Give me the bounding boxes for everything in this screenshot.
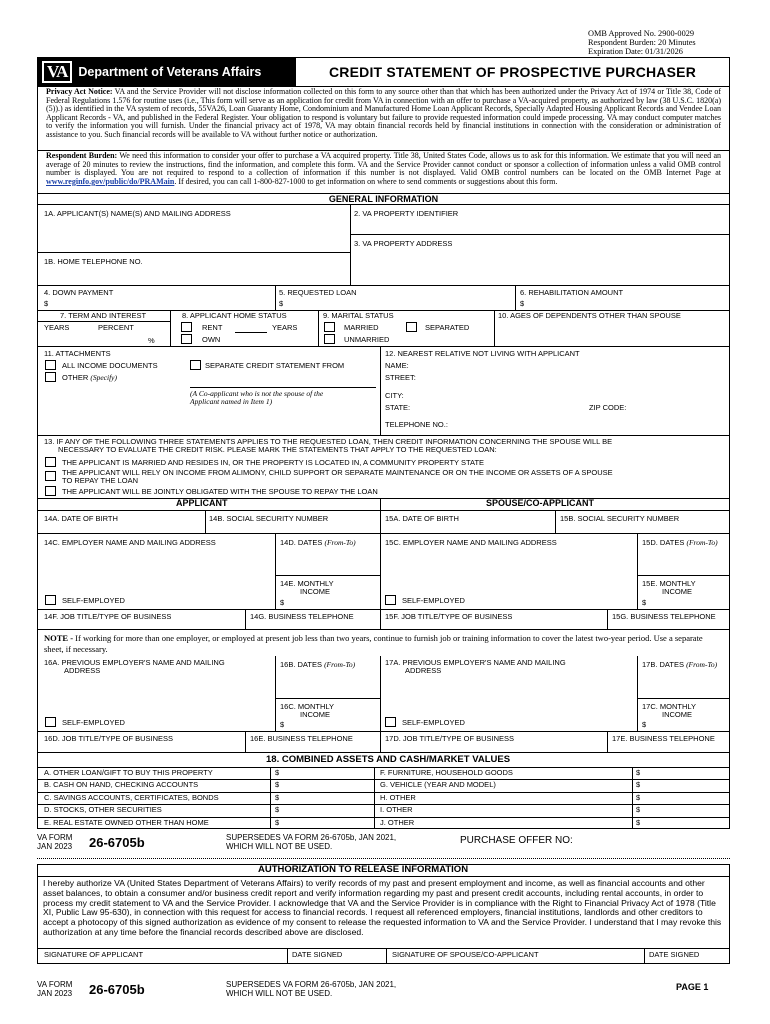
relative-street-field[interactable]: STREET: — [385, 373, 416, 382]
spouse-dob-field[interactable]: 15A. DATE OF BIRTH — [385, 514, 459, 523]
spouse-prev-employer-label-1[interactable]: 17A. PREVIOUS EMPLOYER'S NAME AND MAILING — [385, 658, 566, 667]
other-attachment-label: OTHER (Specify) — [62, 373, 117, 382]
privacy-act-notice — [37, 87, 730, 151]
asset-row-divider — [37, 792, 730, 793]
omb-info — [588, 29, 738, 56]
page-number: PAGE 1 — [676, 982, 709, 992]
coapplicant-note-1: (A Co-applicant who is not the spouse of the — [190, 389, 324, 398]
burden-label: Respondent Burden: — [46, 151, 118, 160]
marital-status-label: 9. MARITAL STATUS — [323, 311, 394, 320]
applicant-signature-field[interactable]: SIGNATURE OF APPLICANT — [44, 950, 144, 959]
spouse-employer-field[interactable]: 15C. EMPLOYER NAME AND MAILING ADDRESS — [385, 538, 557, 547]
asset-row-divider — [37, 804, 730, 805]
home-status-label: 8. APPLICANT HOME STATUS — [182, 311, 287, 320]
own-checkbox[interactable] — [181, 334, 192, 344]
rent-label: RENT — [202, 323, 223, 332]
asset-label-left: D. STOCKS, OTHER SECURITIES — [44, 805, 162, 815]
rent-checkbox[interactable] — [181, 322, 192, 332]
rely-income-label-2: TO REPAY THE LOAN — [62, 476, 138, 485]
applicant-employer-field[interactable]: 14C. EMPLOYER NAME AND MAILING ADDRESS — [44, 538, 216, 547]
asset-value-right[interactable]: $ — [636, 792, 641, 802]
applicant-job-title-field[interactable]: 14F. JOB TITLE/TYPE OF BUSINESS — [44, 612, 172, 621]
spouse-dates-field[interactable]: 15D. DATES (From-To) — [642, 538, 718, 547]
prev-employer-label-1[interactable]: 16A. PREVIOUS EMPLOYER'S NAME AND MAILING — [44, 658, 225, 667]
employment-note: NOTE - If working for more than one employer, or employed at present job less than two years, continue to furnish job or training information to cover the latest two-year period. Use a separate sheet, if necessary. — [44, 633, 703, 654]
spouse-prev-income-dollar[interactable]: $ — [642, 720, 647, 729]
assets-heading: 18. COMBINED ASSETS AND CASH/MARKET VALUES — [266, 754, 511, 765]
years-field[interactable]: YEARS — [44, 323, 70, 332]
asset-label-right: G. VEHICLE (YEAR AND MODEL) — [380, 780, 496, 790]
rent-years-label: YEARS — [272, 323, 298, 332]
unmarried-checkbox[interactable] — [324, 334, 335, 344]
own-label: OWN — [202, 335, 221, 344]
supersedes-2: WHICH WILL NOT BE USED. — [226, 842, 333, 851]
percent-field[interactable]: PERCENT — [98, 323, 134, 332]
va-seal-icon: VA — [42, 61, 72, 83]
spouse-signature-field[interactable]: SIGNATURE OF SPOUSE/CO-APPLICANT — [392, 950, 539, 959]
spouse-job-title-field[interactable]: 15F. JOB TITLE/TYPE OF BUSINESS — [385, 612, 513, 621]
form-date: JAN 2023 — [37, 842, 73, 851]
general-info-heading: GENERAL INFORMATION — [37, 194, 730, 205]
prev-employer-label-2: ADDRESS — [64, 666, 101, 675]
form-header — [37, 57, 730, 87]
prev-income-label: INCOME — [300, 710, 330, 719]
spouse-income-label: INCOME — [662, 587, 692, 596]
va-form-label: VA FORM — [37, 833, 73, 842]
applicant-dates-field[interactable]: 14D. DATES (From-To) — [280, 538, 356, 547]
spouse-heading: SPOUSE/CO-APPLICANT — [486, 498, 595, 508]
attachments-label: 11. ATTACHMENTS — [44, 349, 111, 358]
burden-text: We need this information to consider your offer to purchase a VA acquired property. Title 38, United States Code, allows us to ask for this information. We estimate that you will need an average of 20 minutes to review the instructions, find the information, and complete this form. VA and the Service Provider cannot conduct or sponsor a collection of information unless a valid OMB control number is displayed. You are not required to respond to a collection of information if this number is not displayed. Valid OMB control numbers can be located on the OMB Internet Page at — [46, 151, 721, 178]
omb-burden: Respondent Burden: 20 Minutes — [588, 38, 696, 47]
spouse-self-employed-label: SELF-EMPLOYED — [402, 596, 465, 605]
asset-label-right: F. FURNITURE, HOUSEHOLD GOODS — [380, 768, 513, 777]
asset-row-divider — [37, 817, 730, 818]
spouse-date-signed-field[interactable]: DATE SIGNED — [649, 950, 700, 959]
spouse-prev-income-label: INCOME — [662, 710, 692, 719]
applicant-dob-field[interactable]: 14A. DATE OF BIRTH — [44, 514, 118, 523]
va-form-label-2: VA FORM — [37, 980, 73, 989]
applicant-monthly-income-label: 14E. MONTHLY — [280, 579, 334, 588]
married-checkbox[interactable] — [324, 322, 335, 332]
privacy-text: VA and the Service Provider will not disclose information collected on this form to any source other than that which has been authorized under the Privacy Act of 1974 or Title 38, Code of Federal Regulations 1.576 for routine uses (i.e., This form will serve as an application for credit from VA in connection with an offer to purchase a VA-acquired property, as authorized by law (38 U.S.C. 1820(a)(5)).) as identified in the VA system of records, 55VA26, Loan Guaranty Home, Condominium and Manufactured Home Loan Applicant Records, Specially Adapted Housing Applicant Records and Vendee Loan Applicant Records - VA, and published in the Federal Register. Your obligation to respond is voluntary but failure to provide requested information could impede processing. VA may conduct computer matches to verify the information you will furnish. Under the financial privacy act of 1978, VA may obtain financial records held by financial institutions in connection with the consideration or administration of assistance to you. Such financial records will be available to VA without further notice or authorization. — [46, 87, 721, 139]
spouse-ssn-field[interactable]: 15B. SOCIAL SECURITY NUMBER — [560, 514, 680, 523]
term-interest-label: 7. TERM AND INTEREST — [60, 311, 147, 320]
prev-income-dollar[interactable]: $ — [280, 720, 285, 729]
applicant-income-dollar[interactable]: $ — [280, 598, 285, 607]
omb-expiration: Expiration Date: 01/31/2026 — [588, 47, 683, 56]
applicant-name-address-field[interactable]: 1A. APPLICANT(S) NAME(S) AND MAILING ADDRESS — [44, 209, 231, 218]
spouse-monthly-income-label: 15E. MONTHLY — [642, 579, 696, 588]
applicant-self-employed-label: SELF-EMPLOYED — [62, 596, 125, 605]
relative-zip-field[interactable]: ZIP CODE: — [589, 403, 627, 412]
spouse-prev-employer-label-2: ADDRESS — [405, 666, 442, 675]
asset-value-right[interactable]: $ — [636, 805, 641, 815]
prev-dates-field[interactable]: 16B. DATES (From-To) — [280, 660, 356, 669]
respondent-burden — [37, 151, 730, 194]
authorization-text: I hereby authorize VA (United States Department of Veterans Affairs) to verify records of my past and present employment and income, as well as financial accounts and other asset balances, to obtain a consumer and/or business credit report and verify information regarding my past and present credit accounts, including rental accounts, in order to process my credit statement to VA and the Service Provider. I acknowledge that VA and the Service Provider is in compliance with the Right to Financial Privacy Act of 1978 (Title XI, Public Law 95-630), in connection with this request for access to financial records. I request all referenced employers, financial institutions, landlords and other creditors to accept a photocopy of this signed authorization as evidence of my consent to release the requested information to VA and the Service Provider. I understand that I may revoke this authorization at any time before the financial records described above are disclosed. — [43, 878, 722, 937]
dependents-ages-field[interactable]: 10. AGES OF DEPENDENTS OTHER THAN SPOUSE — [498, 311, 681, 320]
asset-label-left: B. CASH ON HAND, CHECKING ACCOUNTS — [44, 780, 199, 790]
relative-telephone-field[interactable]: TELEPHONE NO.: — [385, 420, 448, 429]
prev-self-employed-checkbox[interactable] — [45, 717, 56, 727]
asset-value-left[interactable]: $ — [275, 768, 280, 777]
va-logo — [38, 58, 296, 86]
burden-text-2: . If desired, you can call 1-800-827-1000 to get information on where to send comments or suggestions about this form. — [174, 176, 558, 186]
prev-job-title-field[interactable]: 16D. JOB TITLE/TYPE OF BUSINESS — [44, 734, 174, 743]
applicant-self-employed-checkbox[interactable] — [45, 595, 56, 605]
purchase-offer-field[interactable]: PURCHASE OFFER NO: — [460, 835, 573, 846]
authorization-heading: AUTHORIZATION TO RELEASE INFORMATION — [258, 864, 469, 875]
item-13-instruction-1: 13. IF ANY OF THE FOLLOWING THREE STATEMENTS APPLIES TO THE REQUESTED LOAN, THEN CREDIT INFORMATION CONCERNING THE SPOUSE WILL BE — [44, 437, 613, 446]
separate-credit-label: SEPARATE CREDIT STATEMENT FROM — [205, 361, 345, 370]
requested-loan-dollar: $ — [279, 299, 284, 308]
form-title: CREDIT STATEMENT OF PROSPECTIVE PURCHASER — [328, 64, 697, 80]
asset-row-divider — [37, 779, 730, 780]
rely-income-checkbox[interactable] — [45, 471, 56, 481]
spouse-self-employed-checkbox[interactable] — [385, 595, 396, 605]
spouse-business-phone-field[interactable]: 15G. BUSINESS TELEPHONE — [612, 612, 716, 621]
applicant-date-signed-field[interactable]: DATE SIGNED — [292, 950, 343, 959]
prev-self-employed-label: SELF-EMPLOYED — [62, 718, 125, 727]
nearest-relative-label: 12. NEAREST RELATIVE NOT LIVING WITH APPLICANT — [385, 349, 580, 358]
form-number: 26-6705b — [89, 835, 145, 850]
asset-value-left[interactable]: $ — [275, 817, 280, 827]
jointly-obligated-label: THE APPLICANT WILL BE JOINTLY OBLIGATED WITH THE SPOUSE TO REPAY THE LOAN — [62, 487, 378, 496]
asset-label-right: J. OTHER — [380, 817, 415, 827]
spouse-prev-business-phone-field[interactable]: 17E. BUSINESS TELEPHONE — [612, 734, 715, 743]
form-number-2: 26-6705b — [89, 982, 145, 997]
rely-income-label-1: THE APPLICANT WILL RELY ON INCOME FROM ALIMONY, CHILD SUPPORT OR SEPARATE MAINTENANCE OR ON THE INCOME OR ASSETS OF A SPOUSE — [62, 468, 613, 477]
omb-link[interactable]: www.reginfo.gov/public/do/PRAMain — [46, 176, 175, 186]
jointly-obligated-checkbox[interactable] — [45, 486, 56, 496]
va-property-identifier-field[interactable]: 2. VA PROPERTY IDENTIFIER — [354, 209, 459, 218]
down-payment-field[interactable]: 4. DOWN PAYMENT — [44, 288, 114, 297]
applicant-heading: APPLICANT — [176, 498, 228, 508]
asset-value-left[interactable]: $ — [275, 792, 280, 802]
supersedes-3: SUPERSEDES VA FORM 26-6705b, JAN 2021, — [226, 980, 397, 989]
rehab-amount-field[interactable]: 6. REHABILITATION AMOUNT — [520, 288, 624, 297]
all-income-label: ALL INCOME DOCUMENTS — [62, 361, 158, 370]
spouse-prev-monthly-income-label: 17C. MONTHLY — [642, 702, 697, 711]
married-label: MARRIED — [344, 323, 379, 332]
applicant-ssn-field[interactable]: 14B. SOCIAL SECURITY NUMBER — [209, 514, 329, 523]
asset-label-left: A. OTHER LOAN/GIFT TO BUY THIS PROPERTY — [44, 768, 213, 777]
applicant-income-label: INCOME — [300, 587, 330, 596]
asset-label-left: C. SAVINGS ACCOUNTS, CERTIFICATES, BONDS — [44, 792, 219, 802]
relative-name-field[interactable]: NAME: — [385, 361, 409, 370]
separated-label: SEPARATED — [425, 323, 470, 332]
relative-city-field[interactable]: CITY: — [385, 391, 404, 400]
va-property-address-field[interactable]: 3. VA PROPERTY ADDRESS — [354, 239, 453, 248]
supersedes-1: SUPERSEDES VA FORM 26-6705b, JAN 2021, — [226, 833, 397, 842]
requested-loan-field[interactable]: 5. REQUESTED LOAN — [279, 288, 357, 297]
applicant-business-phone-field[interactable]: 14G. BUSINESS TELEPHONE — [250, 612, 354, 621]
form-date-2: JAN 2023 — [37, 989, 73, 998]
other-attachment-checkbox[interactable] — [45, 372, 56, 382]
unmarried-label: UNMARRIED — [344, 335, 390, 344]
community-property-label: THE APPLICANT IS MARRIED AND RESIDES IN, OR THE PROPERTY IS LOCATED IN, A COMMUNITY PROPERTY STATE — [62, 458, 485, 467]
separated-checkbox[interactable] — [406, 322, 417, 332]
asset-value-right[interactable]: $ — [636, 817, 641, 827]
coapplicant-note-2: Applicant named in Item 1) — [190, 397, 273, 406]
asset-label-right: I. OTHER — [380, 805, 413, 815]
prev-business-phone-field[interactable]: 16E. BUSINESS TELEPHONE — [250, 734, 353, 743]
omb-number: OMB Approved No. 2900-0029 — [588, 29, 695, 38]
percent-sign: % — [148, 336, 155, 345]
rehab-amount-dollar: $ — [520, 299, 525, 308]
cut-line — [37, 858, 730, 859]
asset-value-left[interactable]: $ — [275, 805, 280, 815]
prev-monthly-income-label: 16C. MONTHLY — [280, 702, 335, 711]
spouse-prev-job-title-field[interactable]: 17D. JOB TITLE/TYPE OF BUSINESS — [385, 734, 515, 743]
asset-label-left: E. REAL ESTATE OWNED OTHER THAN HOME — [44, 817, 209, 827]
all-income-checkbox[interactable] — [45, 360, 56, 370]
spouse-income-dollar[interactable]: $ — [642, 598, 647, 607]
asset-value-right[interactable]: $ — [636, 768, 641, 777]
privacy-label: Privacy Act Notice: — [46, 87, 113, 96]
spouse-prev-self-employed-checkbox[interactable] — [385, 717, 396, 727]
home-telephone-field[interactable]: 1B. HOME TELEPHONE NO. — [44, 257, 143, 266]
spouse-prev-self-employed-label: SELF-EMPLOYED — [402, 718, 465, 727]
relative-state-field[interactable]: STATE: — [385, 403, 411, 412]
asset-label-right: H. OTHER — [380, 792, 416, 802]
community-property-checkbox[interactable] — [45, 457, 56, 467]
down-payment-dollar: $ — [44, 299, 49, 308]
asset-value-right[interactable]: $ — [636, 780, 641, 790]
department-name: Department of Veterans Affairs — [78, 65, 262, 79]
supersedes-4: WHICH WILL NOT BE USED. — [226, 989, 333, 998]
asset-value-left[interactable]: $ — [275, 780, 280, 790]
separate-credit-checkbox[interactable] — [190, 360, 201, 370]
item-13-instruction-2: NECESSARY TO EVALUATE THE CREDIT RISK. PLEASE MARK THE STATEMENTS THAT APPLY TO THE REQUESTED LOAN: — [58, 445, 497, 454]
spouse-prev-dates-field[interactable]: 17B. DATES (From-To) — [642, 660, 718, 669]
